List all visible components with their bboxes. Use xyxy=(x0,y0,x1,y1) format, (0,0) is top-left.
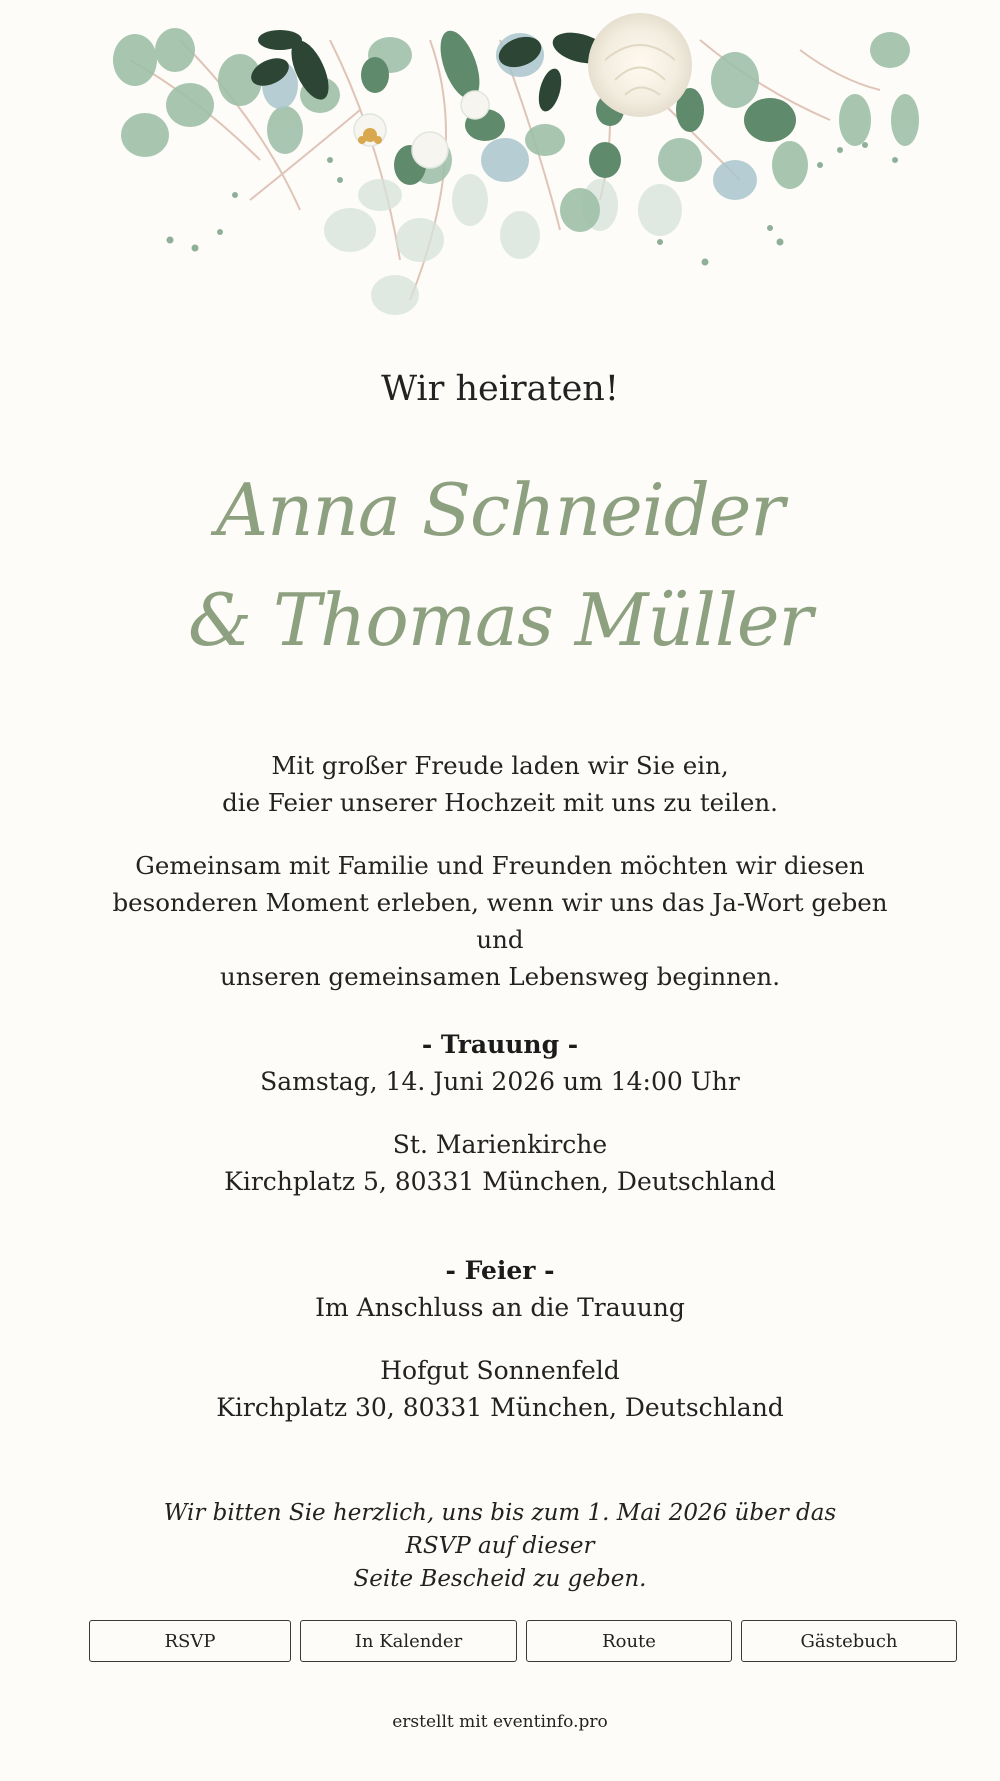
rsvp-note-line-1: Wir bitten Sie herzlich, uns bis zum 1. Mai 2026 über das RSVP auf dieser xyxy=(163,1500,837,1559)
floral-header-illustration xyxy=(0,0,1000,320)
reception-time: Im Anschluss an die Trauung xyxy=(315,1293,685,1322)
intro-line-2: die Feier unserer Hochzeit mit uns zu teilen. xyxy=(222,788,778,817)
reception-title: - Feier - xyxy=(445,1256,555,1285)
ceremony-venue: St. Marienkirche xyxy=(392,1130,608,1159)
rsvp-button[interactable]: RSVP xyxy=(89,1620,291,1662)
rsvp-note-line-2: Seite Bescheid zu geben. xyxy=(353,1566,647,1592)
couple-name-1: Anna Schneider xyxy=(216,468,784,552)
add-to-calendar-button[interactable]: In Kalender xyxy=(300,1620,517,1662)
couple-name-2: & Thomas Müller xyxy=(188,578,812,662)
guestbook-button[interactable]: Gästebuch xyxy=(741,1620,957,1662)
invitation-headline: Wir heiraten! xyxy=(381,369,619,409)
ceremony-title: - Trauung - xyxy=(421,1030,579,1059)
action-button-row xyxy=(89,1620,955,1664)
reception-venue: Hofgut Sonnenfeld xyxy=(380,1356,620,1385)
reception-address: Kirchplatz 30, 80331 München, Deutschland xyxy=(216,1393,784,1422)
intro-paragraph-1 xyxy=(100,747,900,821)
intro-line-1: Mit großer Freude laden wir Sie ein, xyxy=(271,751,729,780)
intro-paragraph-2-line-3: unseren gemeinsamen Lebensweg beginnen. xyxy=(220,962,780,991)
footer-credit[interactable]: erstellt mit eventinfo.pro xyxy=(392,1712,608,1732)
intro-paragraph-2-line-2: besonderen Moment erleben, wenn wir uns das Ja-Wort geben und xyxy=(112,888,888,954)
intro-paragraph-2 xyxy=(100,847,900,995)
ceremony-address: Kirchplatz 5, 80331 München, Deutschland xyxy=(224,1167,776,1196)
rsvp-note xyxy=(130,1497,870,1596)
ceremony-datetime: Samstag, 14. Juni 2026 um 14:00 Uhr xyxy=(260,1067,740,1096)
intro-paragraph-2-line-1: Gemeinsam mit Familie und Freunden möchten wir diesen xyxy=(135,851,865,880)
route-button[interactable]: Route xyxy=(526,1620,732,1662)
